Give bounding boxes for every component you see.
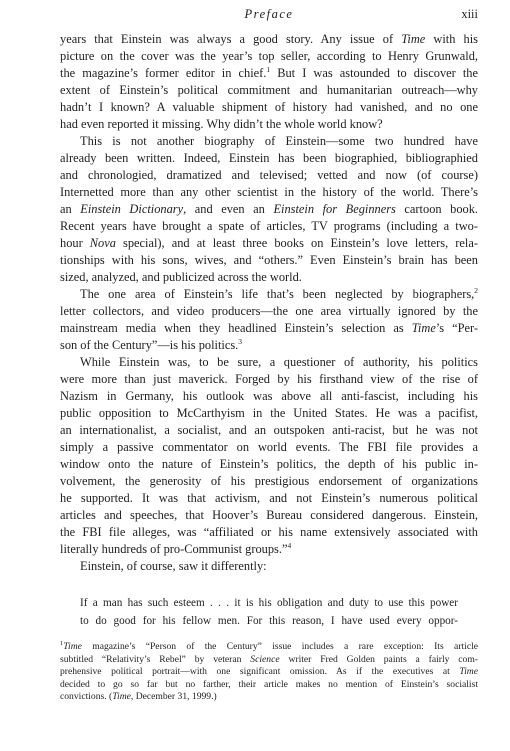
text-run: to do good for his fellow men. For this reason, I have used every oppor-	[80, 615, 458, 627]
text-line	[60, 235, 478, 252]
text-line	[60, 269, 478, 286]
footnote-ref: 3	[238, 337, 243, 346]
text-run: convictions. (	[60, 691, 113, 702]
text-run: Recent years have brought a spate of articles, TV programs (including a two-	[60, 219, 478, 233]
text-run: already been written. Indeed, Einstein has been biographied, bibliographied	[60, 151, 478, 165]
text-line	[60, 371, 478, 388]
text-run: decided to go so far but no farther, their article makes no mention of Einstein’s socialist	[60, 678, 478, 690]
text-run: the FBI file alleges, was “affiliated or his name extensively associated with	[60, 525, 478, 539]
text-line	[80, 133, 478, 150]
italic-text: Einstein for Beginners	[273, 202, 396, 216]
text-run: volvement, the generosity of his prestigious endorsement of organizations	[60, 474, 478, 488]
text-run: Einstein, of course, saw it differently:	[80, 559, 267, 573]
text-line	[60, 490, 478, 507]
text-line	[60, 31, 478, 48]
text-run: special), and at least three books on Einstein’s love letters, rela-	[115, 236, 478, 250]
text-line	[60, 388, 478, 405]
text-line	[60, 456, 478, 473]
text-line	[60, 218, 478, 235]
text-line	[60, 320, 478, 337]
text-line	[60, 48, 478, 65]
text-run: The one area of Einstein’s life that’s been neglected by biographers,	[80, 287, 475, 301]
running-head-title: Preface	[244, 7, 294, 21]
footnote-line	[60, 641, 478, 653]
text-run: , and even an	[183, 202, 274, 216]
text-run: hour	[60, 236, 90, 250]
text-line	[60, 303, 478, 320]
text-run: and chronologied, dramatized and televised; vetted and now (of course)	[60, 168, 478, 182]
text-run: hadn’t I known? A valuable shipment of history had vanished, and no one	[60, 100, 478, 114]
text-line	[60, 507, 478, 524]
italic-text: Time	[112, 691, 131, 702]
footnote-ref: 4	[287, 541, 292, 550]
text-line	[60, 337, 478, 354]
italic-text: Time	[411, 321, 436, 335]
text-run: literally hundreds of pro-Communist groups.”	[60, 542, 288, 556]
text-run: the magazine’s former editor in chief.	[60, 66, 267, 80]
running-head	[60, 7, 478, 25]
text-line	[60, 252, 478, 269]
italic-text: Time	[401, 32, 426, 46]
text-run: letter collectors, and video producers—the one area virtually ignored by the	[60, 304, 478, 318]
text-line	[60, 184, 478, 201]
text-line	[60, 541, 478, 558]
text-run: If a man has such esteem . . . it is his obligation and duty to use this power	[80, 597, 458, 609]
text-line	[80, 286, 478, 303]
quote-line	[80, 596, 458, 611]
text-run: public opposition to McCarthyism in the United States. He was a pacifist,	[60, 406, 478, 420]
text-run: an internationalist, a socialist, and an outspoken anti-racist, but he was not	[60, 423, 478, 437]
text-run: Internetted more than any other scientist in the history of the world. There’s	[60, 185, 478, 199]
text-run: magazine’s “Person of the Century” issue includes a rare exception: Its article	[81, 641, 478, 652]
text-line	[60, 116, 478, 133]
footnote-line	[60, 691, 478, 703]
text-line	[60, 405, 478, 422]
italic-text: Time	[459, 666, 478, 677]
italic-text: Science	[250, 653, 280, 665]
text-run: son of the Century”—is his politics.	[60, 338, 239, 352]
italic-text: Einstein Dictionary	[80, 202, 184, 216]
text-run: subtitled “Relativity’s Rebel” by veteran	[60, 653, 251, 665]
text-run: , December 31, 1999.)	[130, 691, 217, 702]
text-run: years that Einstein was always a good story. Any issue of	[60, 32, 402, 46]
text-line	[80, 558, 478, 575]
text-line	[60, 201, 478, 218]
text-line	[60, 82, 478, 99]
footnote-line	[60, 679, 478, 691]
text-line	[60, 524, 478, 541]
text-run: sized, analyzed, and publicized across the world.	[60, 270, 302, 284]
text-line	[60, 439, 478, 456]
quote-line	[80, 614, 458, 629]
italic-text: Nova	[89, 236, 116, 250]
text-run: extent of Einstein’s political commitment and humanitarian outreach—why	[60, 83, 478, 97]
text-run: had even reported it missing. Why didn’t the whole world know?	[60, 117, 383, 131]
text-run: ’s “Per-	[435, 321, 478, 335]
text-run: cartoon book.	[395, 202, 479, 216]
italic-text: Time	[63, 641, 82, 652]
text-run: This is not another biography of Einstein—some two hundred have	[80, 134, 478, 148]
page-number: xiii	[461, 7, 478, 21]
text-run: tionships with his sons, wives, and “others.” Even Einstein’s brain has been	[60, 253, 478, 267]
text-run: simply a passive commentator on world events. The FBI file provides a	[60, 440, 478, 454]
text-run: window onto the nature of Einstein’s politics, the depth of his public in-	[60, 457, 478, 471]
text-line	[60, 150, 478, 167]
text-run: picture on the cover was the year’s top seller, according to Henry Grunwald,	[60, 49, 478, 63]
text-run: were more than just maverick. Forged by his firsthand view of the rise of	[60, 372, 478, 386]
text-line	[60, 167, 478, 184]
text-run: Nazism in Germany, his outlook was above all anti-fascist, including his	[60, 389, 478, 403]
text-line	[60, 422, 478, 439]
footnote-ref: 2	[474, 286, 478, 295]
footnote-line	[60, 666, 478, 678]
text-line	[60, 473, 478, 490]
text-run: articles and speeches, that Hoover’s Bureau considered dangerous. Einstein,	[60, 508, 478, 522]
text-run: While Einstein was, to be sure, a questioner of authority, his politics	[80, 355, 478, 369]
text-line	[80, 354, 478, 371]
footnote-line	[60, 654, 478, 666]
text-run: But I was astounded to discover the	[270, 66, 478, 80]
text-run: writer Fred Golden paints a fairly com-	[279, 653, 478, 665]
text-run: with his	[425, 32, 478, 46]
footnote-ref: 1	[266, 65, 271, 74]
text-run: he supported. It was that activism, and not Einstein’s numerous political	[60, 491, 478, 505]
text-line	[60, 99, 478, 116]
text-line	[60, 65, 478, 82]
text-run: prehensive political portrait—with one significant omission. As if the executives at	[60, 666, 460, 677]
footnote-ref: 1	[60, 640, 64, 647]
text-run: mainstream media when they headlined Einstein’s selection as	[60, 321, 412, 335]
text-run: an	[60, 202, 81, 216]
